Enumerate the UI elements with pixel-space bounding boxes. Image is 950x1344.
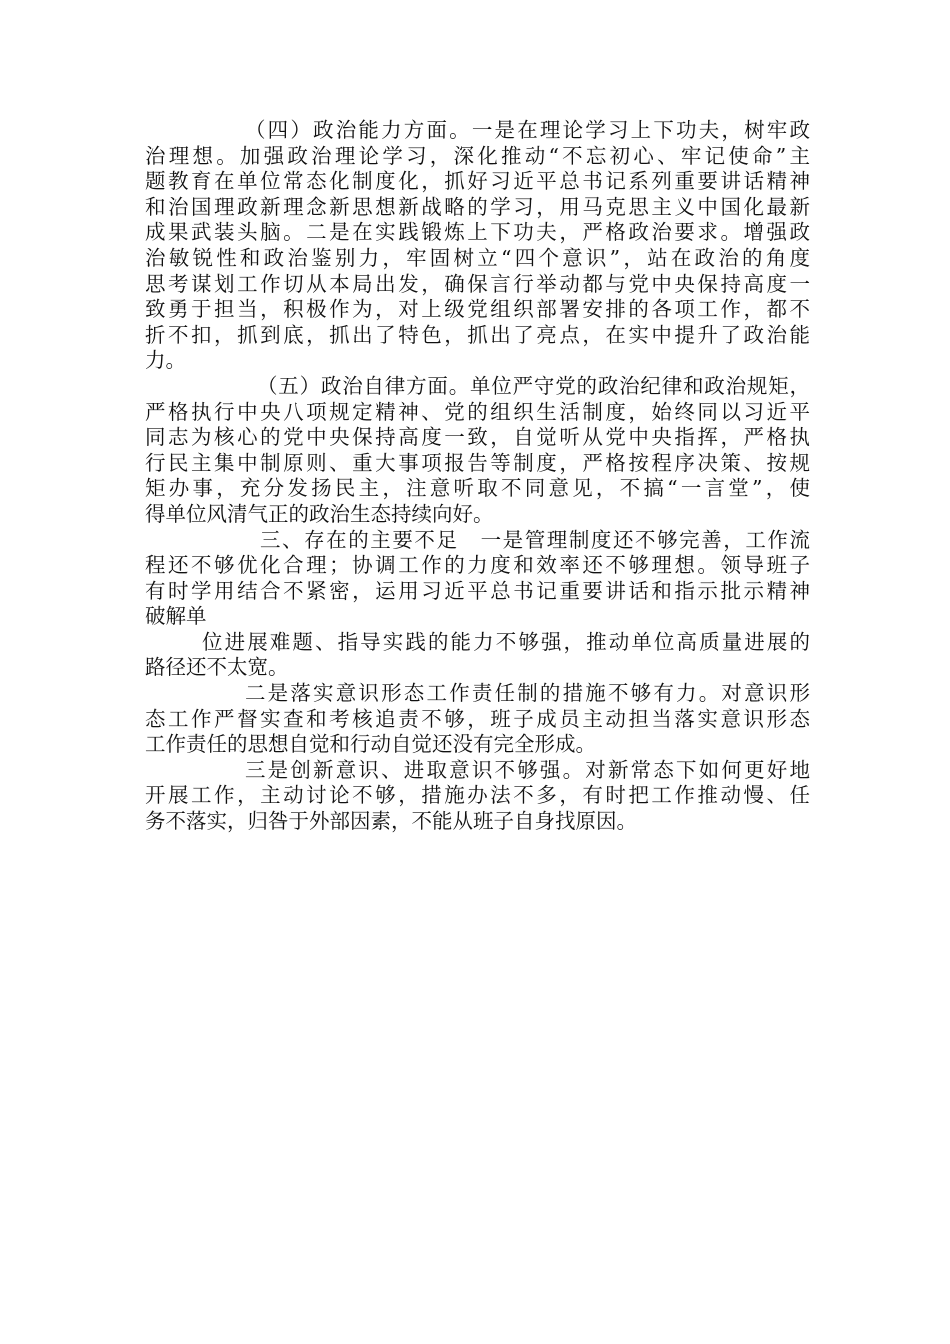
- paragraph-line: 治理想。加强政治理论学习，深化推动“不忘初心、牢记使命”主: [145, 143, 810, 168]
- paragraph-line: （四）政治能力方面。一是在理论学习上下功夫，树牢政: [245, 118, 810, 142]
- paragraph-line: 严格执行中央八项规定精神、党的组织生活制度，始终同以习近平: [145, 399, 810, 424]
- paragraph-line: 三是创新意识、进取意识不够强。对新常态下如何更好地: [245, 757, 810, 782]
- paragraph-line: 同志为核心的党中央保持高度一致，自觉听从党中央指挥，严格执: [145, 425, 810, 450]
- paragraph-line: 开展工作，主动讨论不够，措施办法不多，有时把工作推动慢、任: [145, 783, 810, 808]
- paragraph-line: 有时学用结合不紧密，运用习近平总书记重要讲话和指示批示精神: [145, 578, 810, 603]
- paragraph-line: 成果武装头脑。二是在实践锻炼上下功夫，严格政治要求。增强政: [145, 220, 810, 245]
- paragraph-line: 思考谋划工作切从本局出发，确保言行举动都与党中央保持高度一: [145, 271, 810, 296]
- paragraph-line: 路径还不太宽。: [145, 655, 289, 680]
- paragraph-line: 位进展难题、指导实践的能力不够强，推动单位高质量进展的: [202, 629, 810, 654]
- paragraph-line: （五）政治自律方面。单位严守党的政治纪律和政治规矩，: [257, 373, 810, 398]
- paragraph-line: 程还不够优化合理；协调工作的力度和效率还不够理想。领导班子: [145, 553, 810, 578]
- paragraph-line: 矩办事，充分发扬民主，注意听取不同意见，不搞“一言堂”，使: [145, 476, 810, 501]
- paragraph-line: 题教育在单位常态化制度化，抓好习近平总书记系列重要讲话精神: [145, 169, 810, 194]
- paragraph-line: 态工作严督实查和考核追责不够，班子成员主动担当落实意识形态: [145, 706, 810, 731]
- paragraph-line: 工作责任的思想自觉和行动自觉还没有完全形成。: [145, 732, 596, 757]
- paragraph-line: 三、存在的主要不足 一是管理制度还不够完善，工作流: [260, 527, 810, 552]
- paragraph-line: 二是落实意识形态工作责任制的措施不够有力。对意识形: [245, 681, 810, 706]
- paragraph-line: 得单位风清气正的政治生态持续向好。: [145, 501, 494, 526]
- paragraph-line: 致勇于担当，积极作为，对上级党组织部署安排的各项工作，都不: [145, 297, 810, 322]
- document-body: [145, 118, 810, 835]
- paragraph-line: 折不扣，抓到底，抓出了特色，抓出了亮点，在实中提升了政治能: [145, 322, 810, 347]
- paragraph-line: 务不落实，归咎于外部因素，不能从班子自身找原因。: [145, 809, 637, 834]
- paragraph-line: 和治国理政新理念新思想新战略的学习，用马克思主义中国化最新: [145, 194, 810, 219]
- paragraph-line: 治敏锐性和政治鉴别力，牢固树立“四个意识”，站在政治的角度: [145, 245, 810, 270]
- paragraph-line: 行民主集中制原则、重大事项报告等制度，严格按程序决策、按规: [145, 450, 810, 475]
- paragraph-line: 力。: [145, 348, 186, 373]
- paragraph-line: 破解单: [145, 604, 207, 629]
